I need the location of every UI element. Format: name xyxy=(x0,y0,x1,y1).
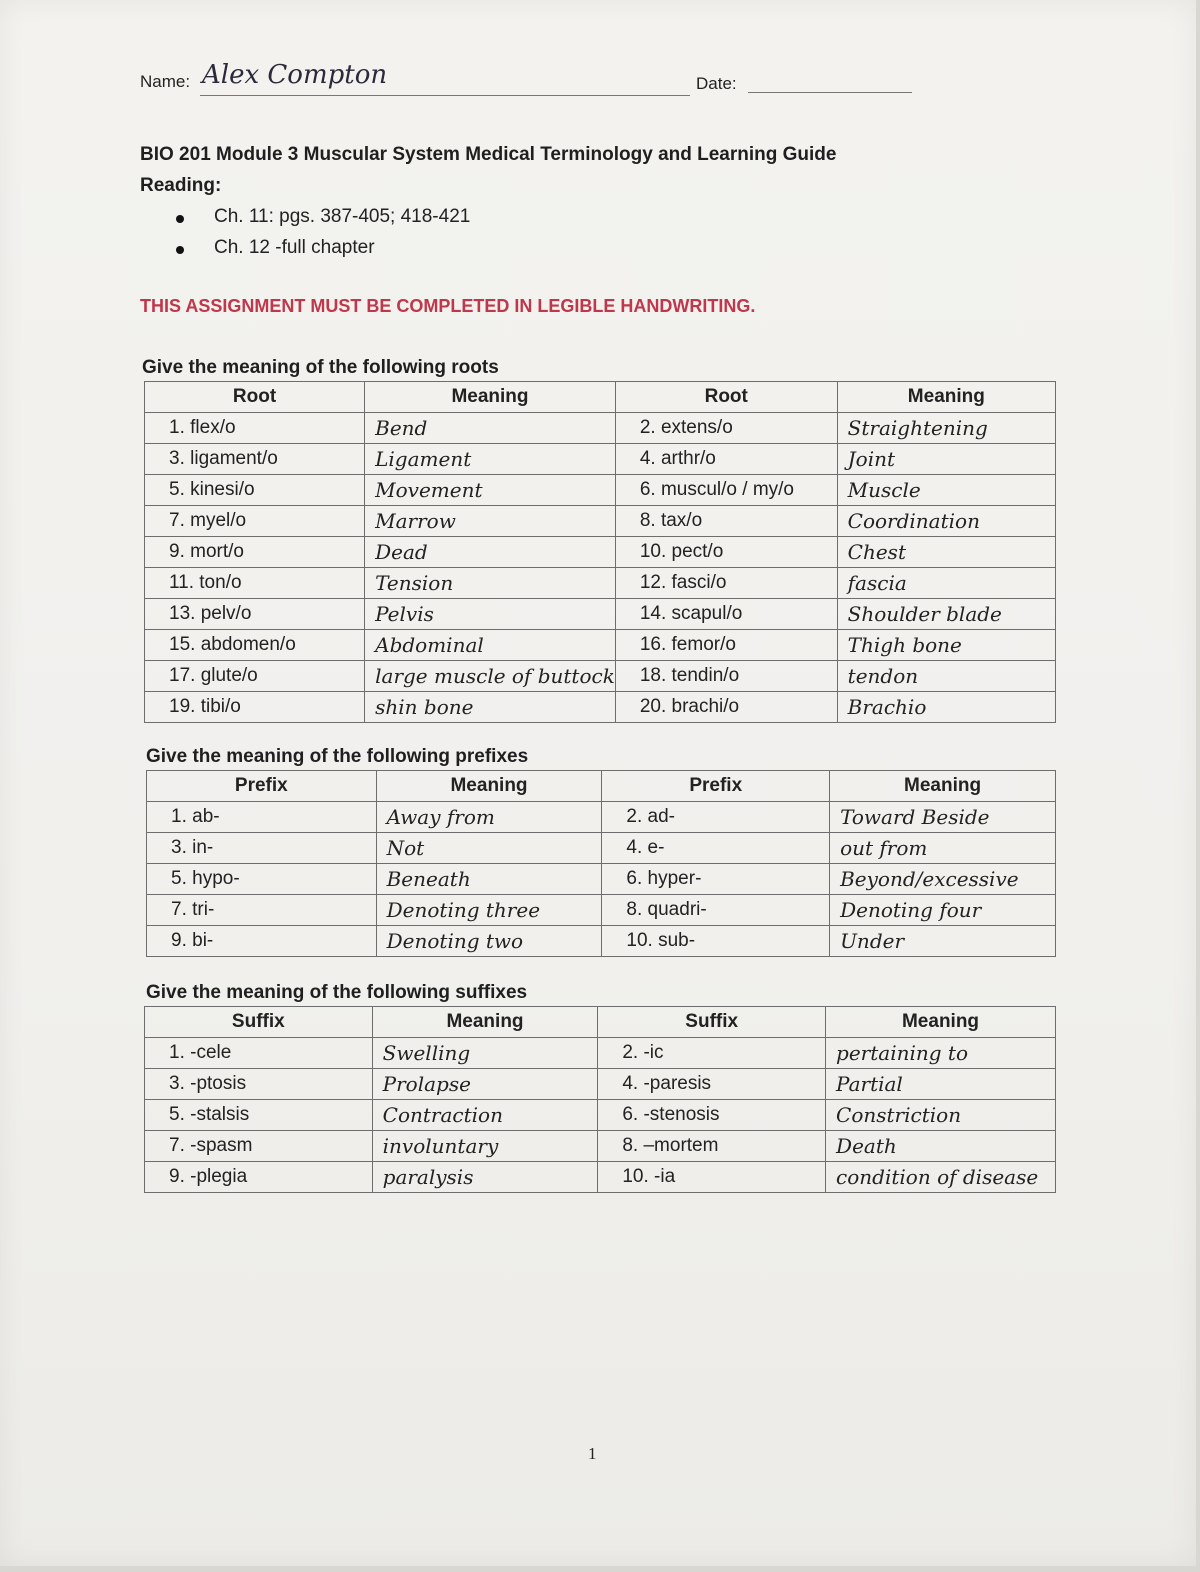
meaning-cell: Brachio xyxy=(837,692,1055,723)
meaning-cell: Abdominal xyxy=(365,630,616,661)
date-label: Date: xyxy=(696,74,737,93)
table-row xyxy=(145,1100,1056,1131)
meaning-cell: Denoting three xyxy=(376,895,602,926)
meaning-cell: Beneath xyxy=(376,864,602,895)
meaning-cell: Coordination xyxy=(837,506,1055,537)
reading-item: Ch. 11: pgs. 387-405; 418-421 xyxy=(172,206,470,237)
prefixes-table xyxy=(146,770,1056,957)
col-header-suffix: Suffix xyxy=(145,1007,373,1038)
meaning-cell: Constriction xyxy=(826,1100,1056,1131)
table-row xyxy=(145,506,1056,537)
table-row xyxy=(145,1069,1056,1100)
table-row xyxy=(145,537,1056,568)
term-cell: 8. quadri- xyxy=(602,895,830,926)
table-row xyxy=(145,568,1056,599)
table-row xyxy=(145,1131,1056,1162)
col-header-meaning: Meaning xyxy=(837,382,1055,413)
meaning-cell: Shoulder blade xyxy=(837,599,1055,630)
reading-list xyxy=(172,206,470,268)
meaning-cell: Bend xyxy=(365,413,616,444)
meaning-cell: Marrow xyxy=(365,506,616,537)
meaning-cell: Death xyxy=(826,1131,1056,1162)
col-header-meaning: Meaning xyxy=(376,771,602,802)
col-header-prefix: Prefix xyxy=(147,771,377,802)
meaning-cell: Under xyxy=(830,926,1056,957)
term-cell: 5. -stalsis xyxy=(145,1100,373,1131)
term-cell: 2. -ic xyxy=(598,1038,826,1069)
col-header-root: Root xyxy=(615,382,837,413)
name-line xyxy=(200,95,690,96)
term-cell: 19. tibi/o xyxy=(145,692,365,723)
term-cell: 20. brachi/o xyxy=(615,692,837,723)
col-header-meaning: Meaning xyxy=(365,382,616,413)
meaning-cell: Partial xyxy=(826,1069,1056,1100)
meaning-cell: Contraction xyxy=(372,1100,598,1131)
term-cell: 18. tendin/o xyxy=(615,661,837,692)
table-row xyxy=(147,864,1056,895)
table-row xyxy=(145,1038,1056,1069)
page-title: BIO 201 Module 3 Muscular System Medical Terminology and Learning Guide xyxy=(140,144,837,165)
term-cell: 1. -cele xyxy=(145,1038,373,1069)
meaning-cell: large muscle of buttock xyxy=(365,661,616,692)
table-row xyxy=(145,1162,1056,1193)
meaning-cell: shin bone xyxy=(365,692,616,723)
meaning-cell: Joint xyxy=(837,444,1055,475)
term-cell: 1. ab- xyxy=(147,802,377,833)
term-cell: 5. hypo- xyxy=(147,864,377,895)
col-header-prefix: Prefix xyxy=(602,771,830,802)
handwriting-notice: THIS ASSIGNMENT MUST BE COMPLETED IN LEGIBLE HANDWRITING. xyxy=(140,296,756,316)
table-row xyxy=(145,599,1056,630)
meaning-cell: Thigh bone xyxy=(837,630,1055,661)
meaning-cell: Not xyxy=(376,833,602,864)
term-cell: 7. -spasm xyxy=(145,1131,373,1162)
term-cell: 15. abdomen/o xyxy=(145,630,365,661)
meaning-cell: paralysis xyxy=(372,1162,598,1193)
date-line xyxy=(748,92,912,93)
prefixes-title: Give the meaning of the following prefixes xyxy=(146,746,529,767)
term-cell: 3. in- xyxy=(147,833,377,864)
suffixes-table xyxy=(144,1006,1056,1193)
term-cell: 2. ad- xyxy=(602,802,830,833)
term-cell: 6. muscul/o / my/o xyxy=(615,475,837,506)
term-cell: 14. scapul/o xyxy=(615,599,837,630)
col-header-meaning: Meaning xyxy=(826,1007,1056,1038)
meaning-cell: Muscle xyxy=(837,475,1055,506)
table-row xyxy=(145,413,1056,444)
meaning-cell: Pelvis xyxy=(365,599,616,630)
table-row xyxy=(147,895,1056,926)
meaning-cell: Prolapse xyxy=(372,1069,598,1100)
meaning-cell: Tension xyxy=(365,568,616,599)
meaning-cell: Denoting two xyxy=(376,926,602,957)
term-cell: 11. ton/o xyxy=(145,568,365,599)
reading-item: Ch. 12 -full chapter xyxy=(172,237,470,268)
page-number: 1 xyxy=(588,1444,597,1463)
meaning-cell: pertaining to xyxy=(826,1038,1056,1069)
reading-label: Reading: xyxy=(140,175,222,196)
table-row xyxy=(147,833,1056,864)
term-cell: 17. glute/o xyxy=(145,661,365,692)
term-cell: 12. fasci/o xyxy=(615,568,837,599)
term-cell: 3. -ptosis xyxy=(145,1069,373,1100)
col-header-meaning: Meaning xyxy=(830,771,1056,802)
meaning-cell: Away from xyxy=(376,802,602,833)
term-cell: 10. -ia xyxy=(598,1162,826,1193)
col-header-root: Root xyxy=(145,382,365,413)
meaning-cell: involuntary xyxy=(372,1131,598,1162)
name-date-row xyxy=(140,62,920,102)
name-label: Name: xyxy=(140,72,191,91)
term-cell: 7. tri- xyxy=(147,895,377,926)
table-row xyxy=(145,692,1056,723)
term-cell: 2. extens/o xyxy=(615,413,837,444)
term-cell: 10. sub- xyxy=(602,926,830,957)
term-cell: 4. e- xyxy=(602,833,830,864)
term-cell: 10. pect/o xyxy=(615,537,837,568)
table-row xyxy=(145,630,1056,661)
term-cell: 9. -plegia xyxy=(145,1162,373,1193)
roots-table xyxy=(144,381,1056,723)
term-cell: 6. hyper- xyxy=(602,864,830,895)
term-cell: 9. mort/o xyxy=(145,537,365,568)
table-row xyxy=(145,444,1056,475)
meaning-cell: fascia xyxy=(837,568,1055,599)
term-cell: 4. arthr/o xyxy=(615,444,837,475)
suffixes-title: Give the meaning of the following suffixes xyxy=(146,982,528,1003)
term-cell: 9. bi- xyxy=(147,926,377,957)
meaning-cell: Chest xyxy=(837,537,1055,568)
term-cell: 8. tax/o xyxy=(615,506,837,537)
meaning-cell: Dead xyxy=(365,537,616,568)
meaning-cell: Straightening xyxy=(837,413,1055,444)
table-row xyxy=(147,802,1056,833)
meaning-cell: Denoting four xyxy=(830,895,1056,926)
meaning-cell: Ligament xyxy=(365,444,616,475)
roots-title: Give the meaning of the following roots xyxy=(142,357,499,378)
meaning-cell: Swelling xyxy=(372,1038,598,1069)
term-cell: 7. myel/o xyxy=(145,506,365,537)
col-header-meaning: Meaning xyxy=(372,1007,598,1038)
meaning-cell: Toward Beside xyxy=(830,802,1056,833)
term-cell: 1. flex/o xyxy=(145,413,365,444)
table-row xyxy=(145,661,1056,692)
term-cell: 13. pelv/o xyxy=(145,599,365,630)
term-cell: 3. ligament/o xyxy=(145,444,365,475)
col-header-suffix: Suffix xyxy=(598,1007,826,1038)
term-cell: 16. femor/o xyxy=(615,630,837,661)
meaning-cell: Beyond/excessive xyxy=(830,864,1056,895)
term-cell: 6. -stenosis xyxy=(598,1100,826,1131)
name-value: Alex Compton xyxy=(202,60,388,90)
meaning-cell: out from xyxy=(830,833,1056,864)
meaning-cell: tendon xyxy=(837,661,1055,692)
table-row xyxy=(147,926,1056,957)
meaning-cell: condition of disease xyxy=(826,1162,1056,1193)
term-cell: 8. –mortem xyxy=(598,1131,826,1162)
table-row xyxy=(145,475,1056,506)
term-cell: 4. -paresis xyxy=(598,1069,826,1100)
meaning-cell: Movement xyxy=(365,475,616,506)
term-cell: 5. kinesi/o xyxy=(145,475,365,506)
